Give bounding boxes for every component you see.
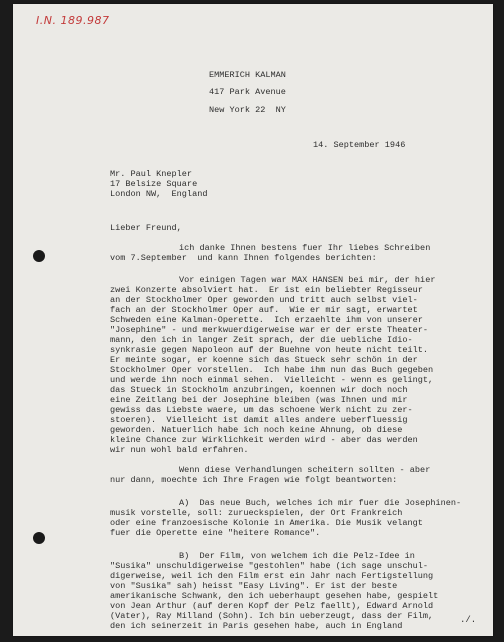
body-line: an der Stockholmer Oper geworden und tritt auch selbst viel- [110,295,418,305]
body-line: B) Der Film, von welchem ich die Pelz-Idee in [179,551,415,561]
body-line: fuer die Operette eine "heitere Romance". [110,528,321,538]
body-line: von "Susika" sah) heisst "Easy Living". Er ist der beste [110,581,398,591]
recipient-line: 17 Belsize Square [110,179,198,189]
letterhead-name: EMMERICH KALMAN [209,70,286,80]
salutation: Lieber Freund, [110,223,182,233]
body-line: musik vorstelle, soll: zurueckspielen, der Ort Frankreich [110,508,403,518]
body-line: von Jean Arthur (auf deren Kopf der Pelz faellt), Edward Arnold [110,601,434,611]
body-line: stoeren). Vielleicht ist damit alles andere ueberfluessig [110,415,408,425]
punch-hole [33,250,45,262]
body-line: "Susika" unschuldigerweise "gestohlen" habe (ich sage unschul- [110,561,428,571]
body-line: ich danke Ihnen bestens fuer Ihr liebes Schreiben [179,243,431,253]
body-line: wir nun wohl bald erfahren. [110,445,249,455]
body-line: amerikanische Schwank, den ich ueberhaupt gesehen habe, gespielt [110,591,439,601]
body-line: A) Das neue Buch, welches ich mir fuer die Josephinen- [179,498,462,508]
archive-reference-note: I.N. 189.987 [36,14,110,27]
body-line: zwei Konzerte absolviert hat. Er ist ein beliebter Regisseur [110,285,423,295]
body-line: Wenn diese Verhandlungen scheitern sollten - aber [179,465,431,475]
body-line: vom 7.September und kann Ihnen folgendes berichten: [110,253,377,263]
body-line: den ich seinerzeit in Paris gesehen habe, auch in England [110,621,403,631]
punch-hole [33,532,45,544]
body-line: "Josephine" - und merkwuerdigerweise war er der erste Theater- [110,325,428,335]
body-line: Schweden eine Kalman-Operette. Ich erzaehlte ihm von unserer [110,315,423,325]
body-line: synkrasie gegen Napoleon auf der Buehne von heute nicht teilt. [110,345,428,355]
body-line: das Stueck in Stockholm anzubringen, koennen wir doch noch [110,385,408,395]
body-line: geworden. Natuerlich habe ich noch keine Ahnung, ob diese [110,425,403,435]
body-line: gewiss das Liebste waere, um das schoene Werk nicht zu zer- [110,405,413,415]
body-line: (Vater), Ray Milland (Sohn). Ich bin ueberzeugt, dass der Film, [110,611,434,621]
body-line: nur dann, moechte ich Ihre Fragen wie folgt beantworten: [110,475,398,485]
body-line: oder eine franzoesische Kolonie in Amerika. Die Musik velangt [110,518,423,528]
letter-page [13,4,493,636]
body-line: digerweise, weil ich den Film erst ein Jahr nach Fertigstellung [110,571,434,581]
body-line: Vor einigen Tagen war MAX HANSEN bei mir, der hier [179,275,436,285]
letterhead-city: New York 22 NY [209,105,286,115]
recipient-line: Mr. Paul Knepler [110,169,193,179]
body-line: und werde ihn noch einmal sehen. Vielleicht - wenn es gelingt, [110,375,434,385]
page-continuation-mark: ./. [460,615,477,625]
body-line: fach an der Stockholmer Oper auf. Wie er mir sagt, erwartet [110,305,418,315]
recipient-line: London NW, England [110,189,208,199]
body-line: Stockholmer Oper vorstellen. Ich habe ihm nun das Buch gegeben [110,365,434,375]
letterhead-street: 417 Park Avenue [209,87,286,97]
letter-date: 14. September 1946 [313,140,406,150]
body-line: mann, den ich in langer Zeit sprach, der die uebliche Idio- [110,335,413,345]
body-line: Er meinte sogar, er koenne sich das Stueck sehr schön in der [110,355,418,365]
body-line: eine Zeitlang bei der Josephine bleiben (was Ihnen und mir [110,395,408,405]
body-line: kleine Chance zur Wirklichkeit werden wird - aber das werden [110,435,418,445]
